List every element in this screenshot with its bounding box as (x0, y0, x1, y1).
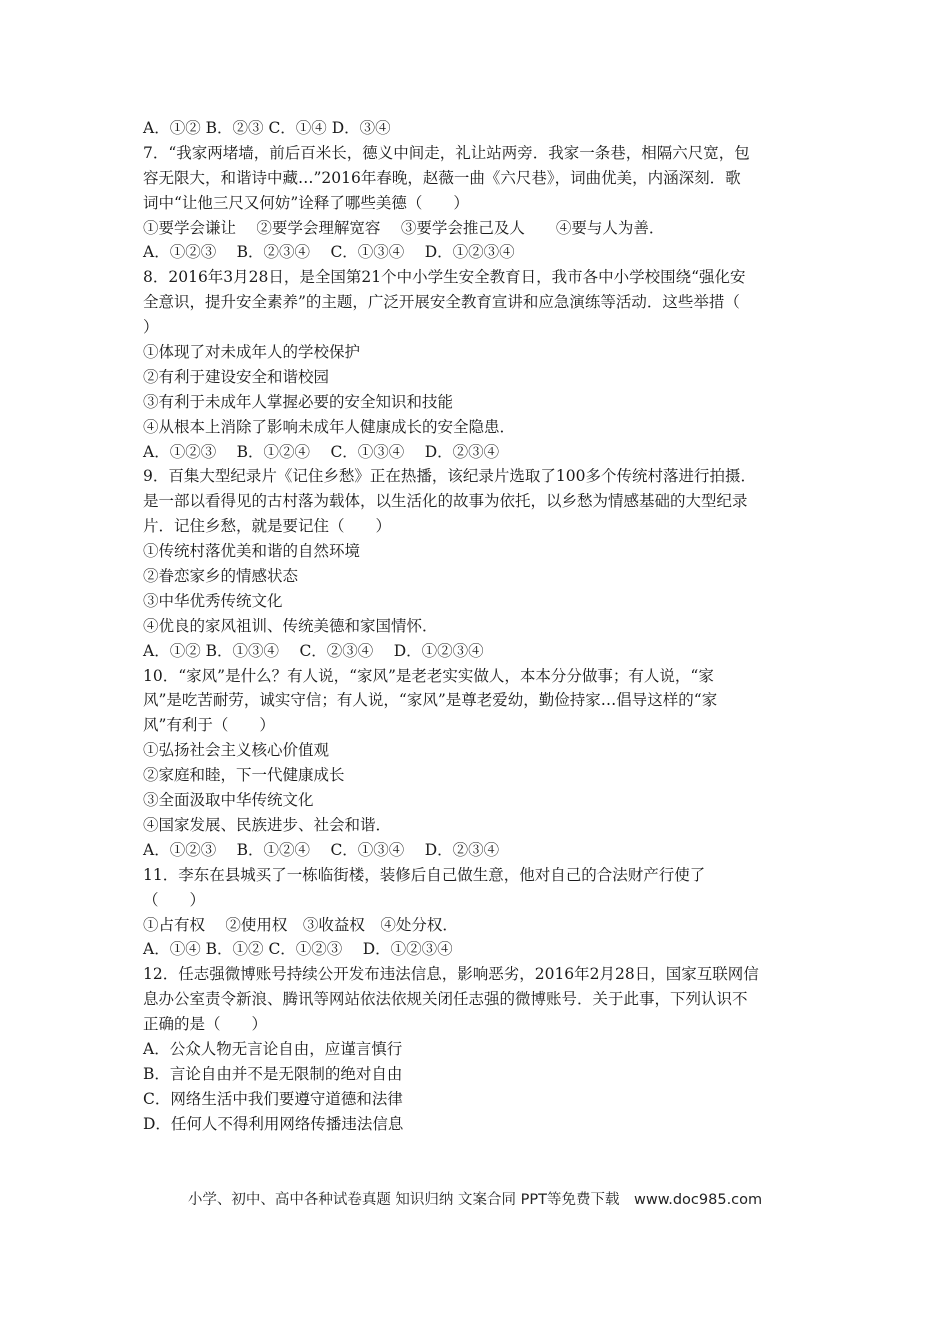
text-line: ④国家发展、民族进步、社会和谐． (143, 815, 392, 834)
text-line: 词中“让他三尺又何妨”诠释了哪些美德（ ） (143, 193, 469, 212)
question-12-line: 12．任志强微博账号持续公开发布违法信息，影响恶劣，2016年2月28日，国家互联网信 (143, 965, 759, 984)
text-line: ②家庭和睦，下一代健康成长 (143, 766, 345, 785)
text-line: A．①④ B．①② C．①②③ D．①②③④ (143, 940, 453, 959)
text-line: ③全面汲取中华传统文化 (143, 791, 314, 810)
text-line: A．①② B．②③ C．①④ D．③④ (143, 119, 391, 137)
text-line: ①要学会谦让 ②要学会理解宽容 ③要学会推己及人 ④要与人为善． (143, 218, 665, 237)
text-line: C．网络生活中我们要遵守道德和法律 (143, 1089, 403, 1108)
text-line: ④优良的家风祖训、传统美德和家国情怀． (143, 616, 438, 635)
text-line: A．公众人物无言论自由，应谨言慎行 (143, 1039, 403, 1058)
text-line: 风”是吃苦耐劳，诚实守信；有人说，“家风”是尊老爱幼，勤俭持家…倡导这样的“家 (143, 691, 718, 710)
text-line: A．①②③ B．②③④ C．①③④ D．①②③④ (143, 243, 515, 262)
text-line: ①占有权 ②使用权 ③收益权 ④处分权． (143, 915, 458, 934)
text-line: ①传统村落优美和谐的自然环境 (143, 542, 361, 561)
text-line: ） (143, 318, 159, 337)
text-line: B．言论自由并不是无限制的绝对自由 (143, 1064, 403, 1083)
text-line: （ ） (143, 890, 206, 909)
text-line: ①弘扬社会主义核心价值观 (143, 741, 330, 760)
text-line: 全意识，提升安全素养”的主题，广泛开展安全教育宣讲和应急演练等活动．这些举措（ (143, 293, 740, 312)
text-line: ②眷恋家乡的情感状态 (143, 567, 299, 586)
question-7-line: 7．“我家两堵墙，前后百米长，德义中间走，礼让站两旁．我家一条巷，相隔六尺宽，包 (143, 143, 750, 162)
text-line: ④从根本上消除了影响未成年人健康成长的安全隐患． (143, 417, 516, 436)
text-line: ②有利于建设安全和谐校园 (143, 367, 330, 386)
text-line: A．①② B．①③④ C．②③④ D．①②③④ (143, 641, 484, 660)
question-10-line: 10．“家风”是什么？有人说，“家风”是老老实实做人，本本分分做事；有人说，“家 (143, 666, 714, 685)
question-11-line: 11．李东在县城买了一栋临街楼，装修后自己做生意，他对自己的合法财产行使了 (143, 865, 706, 884)
text-line: 容无限大，和谐诗中藏…”2016年春晚，赵薇一曲《六尺巷》，词曲优美，内涵深刻．歌 (143, 168, 741, 187)
text-line: ③有利于未成年人掌握必要的安全知识和技能 (143, 392, 454, 411)
page-footer: 小学、初中、高中各种试卷真题 知识归纳 文案合同 PPT等免费下载 www.doc985.com (187, 1192, 763, 1208)
question-8-line: 8．2016年3月28日，是全国第21个中小学生安全教育日，我市各中小学校围绕“强化安 (143, 268, 746, 287)
question-9-line: 9．百集大型纪录片《记住乡愁》正在热播，该纪录片选取了100多个传统村落进行拍摄． (143, 467, 756, 486)
text-line: D．任何人不得利用网络传播违法信息 (143, 1114, 404, 1133)
text-line: ①体现了对未成年人的学校保护 (143, 343, 361, 362)
text-line: A．①②③ B．①②④ C．①③④ D．②③④ (143, 840, 500, 859)
text-line: 正确的是（ ） (143, 1015, 268, 1034)
text-line: 风”有利于（ ） (143, 716, 275, 735)
text-line: 片．记住乡愁，就是要记住（ ） (143, 517, 392, 536)
document-body (143, 116, 813, 1137)
text-line: 息办公室责令新浪、腾讯等网站依法依规关闭任志强的微博账号．关于此事，下列认识不 (143, 990, 748, 1009)
text-line: 是一部以看得见的古村落为载体，以生活化的故事为依托，以乡愁为情感基础的大型纪录 (143, 492, 748, 511)
text-line: A．①②③ B．①②④ C．①③④ D．②③④ (143, 442, 500, 461)
text-line: ③中华优秀传统文化 (143, 591, 283, 610)
